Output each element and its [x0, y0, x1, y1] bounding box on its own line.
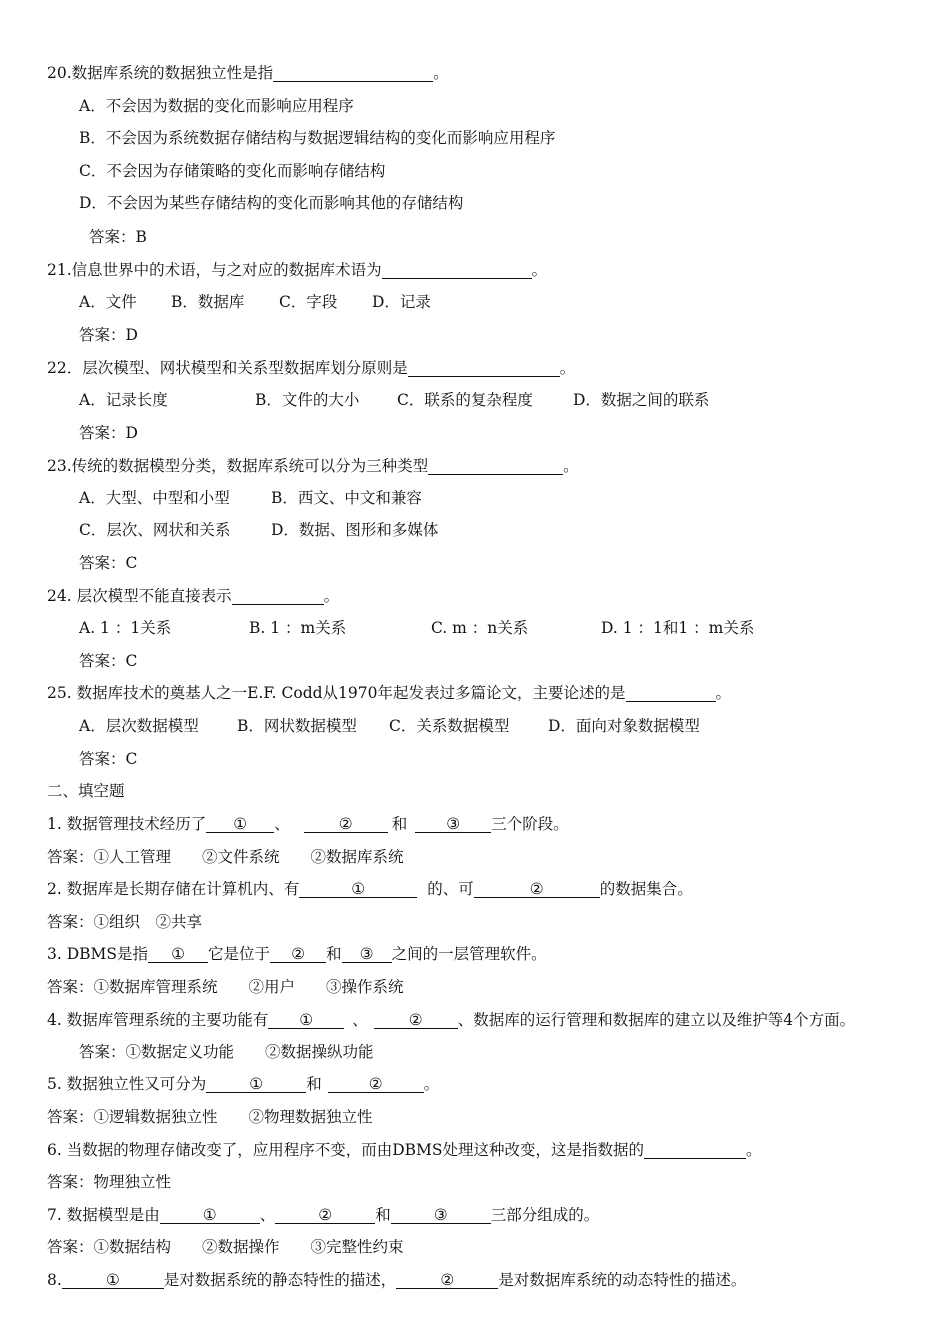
blank-2: ②	[396, 1270, 498, 1290]
blank-1: ①	[62, 1270, 164, 1290]
blank	[273, 63, 433, 83]
fill-5: 5. 数据独立性又可分为 ① 和 ② 。	[47, 1075, 440, 1093]
q23-answer: 答案：C	[79, 554, 138, 572]
q21-answer: 答案：D	[79, 326, 138, 344]
q24-options: A. 1 ：1关系 B. 1 ：m关系 C. m ：n关系 D. 1 ：1和1 ：m关系	[79, 619, 755, 637]
blank-2: ②	[275, 1205, 375, 1225]
q22-answer: 答案：D	[79, 424, 138, 442]
q25-options: A．层次数据模型 B．网状数据模型 C．关系数据模型 D．面向对象数据模型	[79, 717, 700, 735]
blank-2: ②	[474, 879, 600, 899]
blank-1: ①	[160, 1205, 260, 1225]
blank-3: ③	[415, 814, 491, 834]
q23-options-ab: A．大型、中型和小型 B．西文、中文和兼容	[79, 489, 422, 507]
fill-2-answer: 答案：①组织 ②共享	[47, 913, 203, 931]
fill-3-answer: 答案：①数据库管理系统 ②用户 ③操作系统	[47, 978, 404, 996]
blank	[428, 456, 563, 476]
blank-2: ②	[270, 944, 326, 964]
q25-stem: 25. 数据库技术的奠基人之一E.F. Codd从1970年起发表过多篇论文，主要论述的是 。	[47, 684, 732, 702]
q21-stem: 21.信息世界中的术语，与之对应的数据库术语为 。	[47, 261, 548, 279]
blank-3: ③	[342, 944, 392, 964]
blank-2: ②	[374, 1010, 458, 1030]
q20-option-d: D．不会因为某些存储结构的变化而影响其他的存储结构	[79, 194, 464, 212]
blank-1: ①	[206, 1074, 306, 1094]
fill-1-answer: 答案：①人工管理 ②文件系统 ②数据库系统	[47, 848, 404, 866]
fill-8: 8. ① 是对数据系统的静态特性的描述， ② 是对数据库系统的动态特性的描述。	[47, 1271, 747, 1289]
q22-options: A．记录长度 B．文件的大小 C．联系的复杂程度 D．数据之间的联系	[79, 391, 710, 409]
blank	[382, 260, 532, 280]
fill-4-answer: 答案：①数据定义功能 ②数据操纵功能	[79, 1043, 374, 1061]
q25-answer: 答案：C	[79, 750, 138, 768]
q20-option-c: C．不会因为存储策略的变化而影响存储结构	[79, 162, 386, 180]
q20-option-b: B．不会因为系统数据存储结构与数据逻辑结构的变化而影响应用程序	[79, 129, 556, 147]
blank	[644, 1140, 746, 1160]
fill-6: 6. 当数据的物理存储改变了，应用程序不变，而由DBMS处理这种改变，这是指数据的 。	[47, 1141, 762, 1159]
fill-1: 1. 数据管理技术经历了 ① 、 ② 和 ③ 三个阶段。	[47, 815, 569, 833]
blank-1: ①	[299, 879, 417, 899]
blank-1: ①	[148, 944, 208, 964]
blank	[232, 586, 324, 606]
section-title: 二、填空题	[47, 782, 125, 800]
fill-4: 4. 数据库管理系统的主要功能有 ① 、 ② 、数据库的运行管理和数据库的建立以及维护等4个方面。	[47, 1011, 856, 1029]
blank	[408, 358, 560, 378]
q20-option-a: A．不会因为数据的变化而影响应用程序	[79, 97, 354, 115]
q20-stem: 20.数据库系统的数据独立性是指 。	[47, 64, 449, 82]
q21-options: A．文件 B．数据库 C．字段 D．记录	[79, 293, 431, 311]
blank-2: ②	[304, 814, 388, 834]
fill-7: 7. 数据模型是由 ① 、 ② 和 ③ 三部分组成的。	[47, 1206, 600, 1224]
q24-stem: 24. 层次模型不能直接表示 。	[47, 587, 340, 605]
blank-1: ①	[268, 1010, 344, 1030]
q24-answer: 答案：C	[79, 652, 138, 670]
q22-stem: 22．层次模型、网状模型和关系型数据库划分原则是 。	[47, 359, 576, 377]
fill-6-answer: 答案：物理独立性	[47, 1173, 172, 1191]
q23-stem: 23.传统的数据模型分类，数据库系统可以分为三种类型 。	[47, 457, 579, 475]
fill-2: 2. 数据库是长期存储在计算机内、有 ① 的、可 ② 的数据集合。	[47, 880, 693, 898]
q23-options-cd: C．层次、网状和关系 D．数据、图形和多媒体	[79, 521, 439, 539]
fill-7-answer: 答案：①数据结构 ②数据操作 ③完整性约束	[47, 1238, 404, 1256]
q20-answer: 答案：B	[89, 228, 147, 246]
blank	[626, 683, 716, 703]
blank-3: ③	[391, 1205, 491, 1225]
blank-1: ①	[206, 814, 274, 834]
fill-5-answer: 答案：①逻辑数据独立性 ②物理数据独立性	[47, 1108, 373, 1126]
fill-3: 3. DBMS是指 ① 它是位于 ② 和 ③ 之间的一层管理软件。	[47, 945, 547, 963]
blank-2: ②	[328, 1074, 424, 1094]
